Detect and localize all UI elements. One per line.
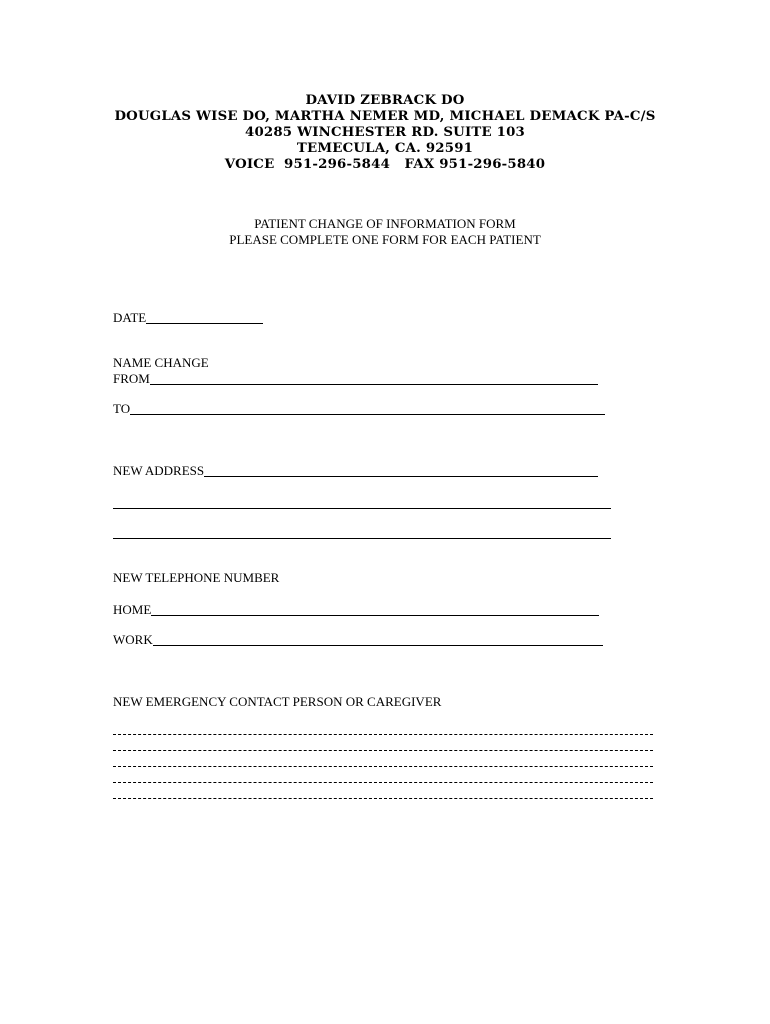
header-line-1: DAVID ZEBRACK DO [305,93,465,108]
date-blank[interactable] [146,311,263,324]
date-field[interactable] [113,310,263,326]
emergency-blank-1[interactable] [113,734,653,735]
to-blank[interactable] [130,402,605,415]
name-to-field[interactable] [113,401,605,417]
home-blank[interactable] [151,603,599,616]
emergency-contact-label: NEW EMERGENCY CONTACT PERSON OR CAREGIVER [113,694,442,709]
name-from-field[interactable] [113,371,598,387]
address-blank-1[interactable] [204,464,598,477]
emergency-blank-3[interactable] [113,766,653,767]
new-address-field[interactable] [113,463,598,479]
home-label: HOME [113,602,152,617]
emergency-blank-5[interactable] [113,798,653,799]
practice-header [0,93,770,173]
work-phone-field[interactable] [113,632,603,648]
address-blank-2[interactable] [113,508,611,509]
new-address-label: NEW ADDRESS [113,463,205,478]
header-line-4: TEMECULA, CA. 92591 [296,141,474,156]
date-label: DATE [113,310,147,325]
name-change-label: NAME CHANGE [113,355,209,370]
form-subtitle: PLEASE COMPLETE ONE FORM FOR EACH PATIENT [229,232,541,247]
home-phone-field[interactable] [113,602,599,618]
work-label: WORK [113,632,153,647]
emergency-blank-4[interactable] [113,782,653,783]
emergency-blank-2[interactable] [113,750,653,751]
from-label: FROM [113,371,150,386]
header-line-2: DOUGLAS WISE DO, MARTHA NEMER MD, MICHAEL DEMACK PA-C/S [114,109,656,124]
work-blank[interactable] [153,633,603,646]
new-telephone-label: NEW TELEPHONE NUMBER [113,570,280,585]
from-blank[interactable] [150,372,598,385]
form-title: PATIENT CHANGE OF INFORMATION FORM [254,216,516,231]
to-label: TO [113,401,131,416]
form-title-block [0,216,770,248]
address-blank-3[interactable] [113,538,611,539]
header-line-5: VOICE 951-296-5844 FAX 951-296-5840 [224,157,546,172]
header-line-3: 40285 WINCHESTER RD. SUITE 103 [245,125,525,140]
